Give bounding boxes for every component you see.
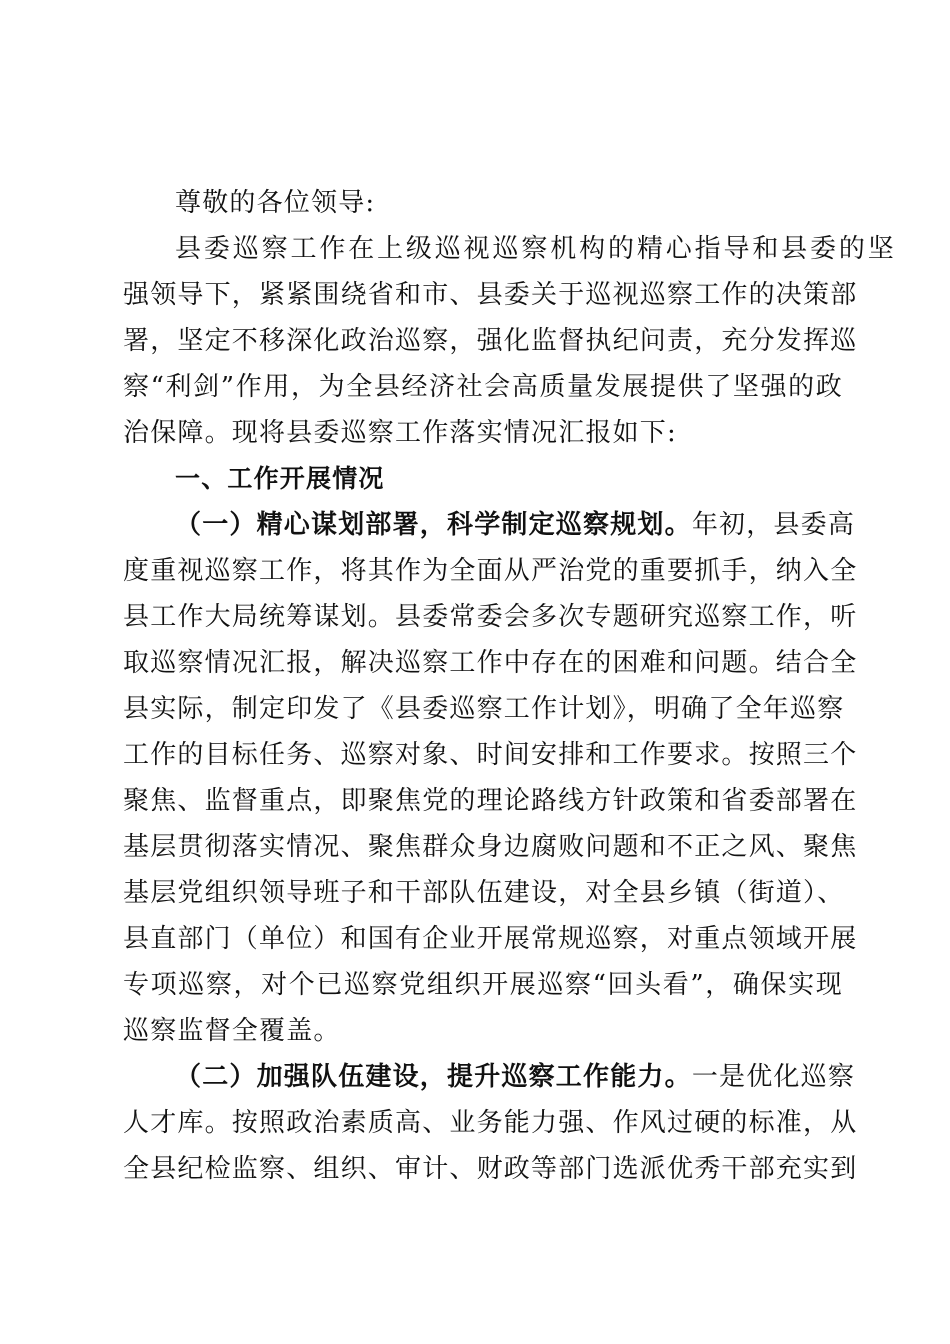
paragraph-line: 取巡察情况汇报，解决巡察工作中存在的困难和问题。结合全 (123, 648, 858, 678)
paragraph-line: 基层党组织领导班子和干部队伍建设，对全县乡镇（街道）、 (123, 878, 845, 908)
paragraph-line: 县实际，制定印发了《县委巡察工作计划》，明确了全年巡察 (123, 694, 845, 724)
paragraph-line: 治保障。现将县委巡察工作落实情况汇报如下: (123, 418, 677, 448)
paragraph-line: 度重视巡察工作，将其作为全面从严治党的重要抓手，纳入全 (123, 556, 858, 586)
paragraph-line: 县直部门（单位）和国有企业开展常规巡察，对重点领域开展 (123, 924, 858, 954)
paragraph-line: 署，坚定不移深化政治巡察，强化监督执纪问责，充分发挥巡 (123, 326, 858, 356)
paragraph-line: 基层贯彻落实情况、聚焦群众身边腐败问题和不正之风、聚焦 (123, 832, 858, 862)
paragraph-line: 聚焦、监督重点，即聚焦党的理论路线方针政策和省委部署在 (123, 786, 858, 816)
paragraph-line: 全县纪检监察、组织、审计、财政等部门选派优秀干部充实到 (123, 1154, 858, 1184)
subsection-first-line (175, 1060, 895, 1094)
subsection-first-line (175, 508, 895, 542)
paragraph-line: 县委巡察工作在上级巡视巡察机构的精心指导和县委的坚 (175, 234, 895, 264)
subsection-title: （一）精心谋划部署，科学制定巡察规划。 (175, 510, 692, 540)
subsection-text: 一是优化巡察 (691, 1062, 856, 1092)
paragraph-line: 县工作大局统筹谋划。县委常委会多次专题研究巡察工作，听 (123, 602, 858, 632)
salutation: 尊敬的各位领导: (175, 188, 376, 218)
paragraph-line: 巡察监督全覆盖。 (123, 1016, 341, 1046)
paragraph-line: 专项巡察，对个已巡察党组织开展巡察“回头看”，确保实现 (123, 970, 843, 1000)
section-heading: 一、工作开展情况 (175, 464, 385, 493)
paragraph-line: 察“利剑”作用，为全县经济社会高质量发展提供了坚强的政 (123, 372, 843, 402)
subsection-title: （二）加强队伍建设，提升巡察工作能力。 (175, 1062, 692, 1092)
paragraph-line: 强领导下，紧紧围绕省和市、县委关于巡视巡察工作的决策部 (123, 280, 858, 310)
paragraph-line: 人才库。按照政治素质高、业务能力强、作风过硬的标准，从 (123, 1108, 858, 1138)
subsection-text: 年初，县委高 (691, 510, 856, 540)
paragraph-line: 工作的目标任务、巡察对象、时间安排和工作要求。按照三个 (123, 740, 858, 770)
